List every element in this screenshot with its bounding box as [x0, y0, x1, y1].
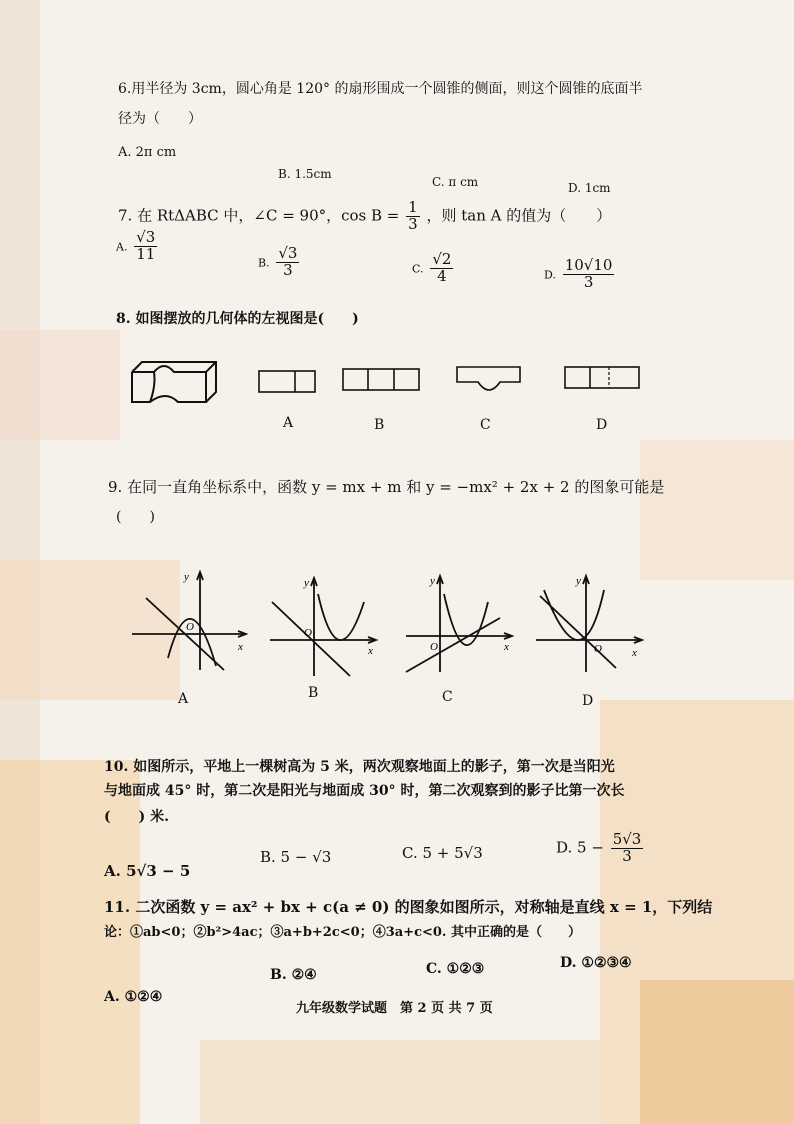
q11-option-a: A. ①②④	[104, 989, 163, 1005]
q6-option-a: A. 2π cm	[118, 145, 177, 160]
q11-option-c: C. ①②③	[426, 961, 485, 977]
q6-option-c: C. π cm	[432, 175, 479, 189]
q6-line1: 6.用半径为 3cm，圆心角是 120° 的扇形围成一个圆锥的侧面，则这个圆锥的底面半	[118, 81, 643, 97]
q6-option-b: B. 1.5cm	[278, 167, 332, 181]
page-footer: 九年级数学试题 第 2 页 共 7 页	[296, 1001, 493, 1016]
q10-option-b: B. 5 − √3	[260, 848, 332, 866]
scan-stain	[640, 440, 794, 580]
q9-label-d: D	[582, 693, 594, 709]
q7-stem-prefix: 7. 在 RtΔABC 中，∠C = 90°，cos B =	[118, 206, 400, 225]
q7-option-letter: D.	[544, 268, 556, 282]
origin-label: O	[186, 621, 194, 633]
q10-option-d	[556, 832, 645, 865]
q7-option-den: 3	[583, 272, 594, 291]
q8-option-a-figure	[258, 370, 318, 394]
q7-option-num: √2	[432, 250, 452, 268]
scan-stain	[640, 980, 794, 1124]
q9-label-c: C	[442, 689, 453, 705]
origin-label: O	[594, 643, 602, 655]
q7-cos-den: 3	[408, 214, 418, 233]
q10-option-d-num: 5√3	[612, 830, 642, 848]
scan-stain	[0, 330, 120, 440]
q7-option-num: √3	[136, 228, 156, 246]
axis-y-label: y	[430, 575, 435, 587]
axis-y-label: y	[576, 575, 581, 587]
q7-option-d	[544, 258, 616, 291]
q8-option-d-figure	[564, 366, 642, 390]
q9-graph-c	[400, 572, 516, 682]
q9-paren: ( )	[116, 509, 155, 525]
q9-graph-d	[530, 572, 646, 682]
q10-line1: 10. 如图所示，平地上一棵树高为 5 米，两次观察地面上的影子，第一次是当阳光	[104, 759, 615, 775]
q10-option-d-prefix: D. 5 −	[556, 838, 604, 857]
q11-line1: 11. 二次函数 y = ax² + bx + c(a ≠ 0) 的图象如图所示，对称轴是直线 x = 1，下列结	[104, 898, 713, 916]
q7-cos-num: 1	[408, 198, 418, 216]
scan-stain	[200, 1040, 600, 1124]
q7-option-a	[116, 230, 159, 263]
q7-option-den: 11	[136, 244, 156, 263]
q11-line2: 论：①ab<0；②b²>4ac；③a+b+2c<0；④3a+c<0. 其中正确的是（ ）	[104, 925, 581, 940]
axis-x-label: x	[368, 645, 373, 657]
q8-option-c-figure	[456, 366, 522, 400]
q10-line2: 与地面成 45° 时，第二次是阳光与地面成 30° 时，第二次观察到的影子比第一次长	[104, 783, 625, 799]
q8-stem: 8. 如图摆放的几何体的左视图是( )	[116, 311, 359, 327]
q9-stem: 9. 在同一直角坐标系中，函数 y = mx + m 和 y = −mx² + 2x + 2 的图象可能是	[108, 478, 665, 496]
q8-label-d: D	[596, 417, 608, 433]
axis-y-label: y	[304, 577, 309, 589]
q7-option-letter: A.	[116, 240, 128, 254]
q7-stem-suffix: ，则 tan A 的值为（ ）	[426, 206, 612, 225]
q7-option-letter: B.	[258, 256, 270, 270]
q10-option-d-den: 3	[622, 846, 632, 865]
q9-graph-a	[128, 566, 252, 676]
origin-label: O	[304, 627, 312, 639]
axis-x-label: x	[238, 641, 243, 653]
q8-label-b: B	[374, 417, 385, 433]
q7-option-b	[258, 246, 301, 279]
q8-option-b-figure	[342, 368, 422, 392]
q7-option-den: 4	[437, 266, 447, 285]
q8-label-c: C	[480, 417, 491, 433]
axis-y-label: y	[184, 571, 189, 583]
q7-option-c	[412, 252, 455, 285]
q8-solid-figure	[126, 354, 226, 410]
q7-cos-fraction	[406, 200, 420, 233]
q11-option-d: D. ①②③④	[560, 955, 632, 971]
axis-x-label: x	[504, 641, 509, 653]
q6-option-d: D. 1cm	[568, 181, 611, 195]
q8-label-a: A	[283, 415, 294, 431]
q9-graph-b	[264, 572, 380, 682]
q7-stem	[118, 200, 611, 233]
origin-label: O	[430, 641, 438, 653]
q11-option-b: B. ②④	[270, 967, 317, 983]
q10-option-a: A. 5√3 − 5	[104, 862, 191, 880]
q7-option-num: √3	[278, 244, 298, 262]
q7-option-letter: C.	[412, 262, 424, 276]
q10-option-c: C. 5 + 5√3	[402, 844, 483, 862]
q9-label-a: A	[178, 691, 189, 707]
q6-line2: 径为（ ）	[118, 111, 202, 127]
q7-option-num: 10√10	[564, 256, 613, 274]
axis-x-label: x	[632, 647, 637, 659]
q9-label-b: B	[308, 685, 319, 701]
q10-line3: ( ) 米.	[104, 809, 169, 825]
q7-option-den: 3	[283, 260, 293, 279]
